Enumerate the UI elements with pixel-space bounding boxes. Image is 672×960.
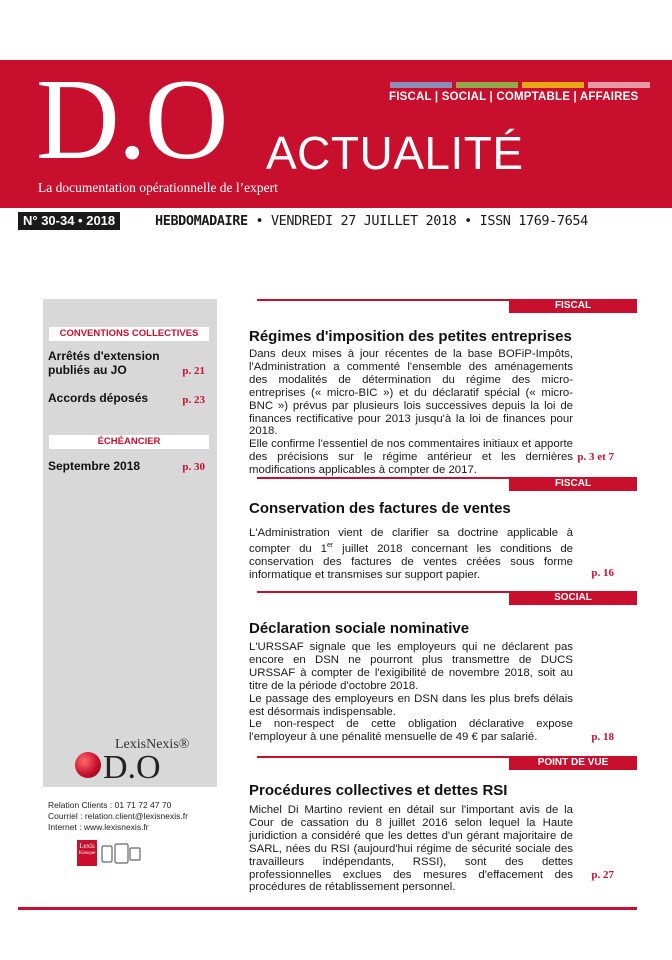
category-bar-comptable <box>522 82 584 88</box>
logo-do: D.O <box>36 56 227 184</box>
category-bar-fiscal <box>390 82 452 88</box>
lexisnexis-logo <box>73 737 213 787</box>
contact-website[interactable]: Internet : www.lexisnexis.fr <box>48 822 149 832</box>
logo-actualite: ACTUALITÉ <box>266 127 524 179</box>
sidebar-heading-conventions: CONVENTIONS COLLECTIVES <box>49 327 209 341</box>
article-3-paragraph-3: Le non-respect de cette obligation déclarative expose l'employeur à une pénalité mensuelle de 49 € par salarié. <box>249 718 573 744</box>
article-3-section-tag: SOCIAL <box>509 591 637 605</box>
article-4-section-tag: POINT DE VUE <box>509 756 637 770</box>
issue-issn: ISSN 1769-7654 <box>479 213 588 229</box>
article-1-paragraph-2: Elle confirme l'essentiel de nos commentaires initiaux et apporte des précisions sur le régime antérieur et les dernières modifications applicables à compter de 2017. <box>249 438 573 477</box>
article-1-body <box>249 348 573 477</box>
sidebar-page-arretes[interactable]: p. 21 <box>182 365 205 377</box>
category-bar-affaires <box>588 82 650 88</box>
lexisnexis-sphere-icon <box>75 752 101 778</box>
article-2-body <box>249 527 573 581</box>
article-3-page-ref[interactable]: p. 18 <box>591 731 614 743</box>
masthead-banner <box>0 56 672 208</box>
article-1-section-tag: FISCAL <box>509 299 637 313</box>
article-4-title[interactable]: Procédures collectives et dettes RSI <box>249 782 508 799</box>
issue-number: N° 30-34 • 2018 <box>18 212 120 230</box>
article-2-text-1: L'Administration vient de clarifier sa doctrine applicable à compter du 1 <box>249 527 573 555</box>
sidebar-item-septembre[interactable]: Septembre 2018 <box>48 459 141 473</box>
article-2-page-ref[interactable]: p. 16 <box>591 567 614 579</box>
article-4-body <box>249 804 573 894</box>
sidebar-heading-echeancier: ÉCHÉANCIER <box>49 435 209 449</box>
devices-icon <box>101 842 141 866</box>
sidebar-item-accords[interactable]: Accords déposés <box>48 391 149 405</box>
contact-phone: Relation Clients : 01 71 72 47 70 <box>48 800 172 810</box>
category-bar-social <box>456 82 518 88</box>
sidebar-page-septembre[interactable]: p. 30 <box>182 461 205 473</box>
article-4-page-ref[interactable]: p. 27 <box>591 869 614 881</box>
lexis-kiosque-icon: Lexis Kiosque <box>77 840 97 866</box>
sidebar-summary <box>43 299 217 787</box>
issue-date: VENDREDI 27 JUILLET 2018 <box>270 213 457 229</box>
article-1-page-ref[interactable]: p. 3 et 7 <box>577 451 614 463</box>
article-2-text-2: juillet 2018 concernant les conditions de conservation des factures de ventes créées sous forme informatique et transmises sur support papier. <box>249 542 573 581</box>
issue-info: HEBDOMADAIRE • VENDREDI 27 JUILLET 2018 • ISSN 1769-7654 <box>155 213 588 229</box>
contact-email[interactable]: Courriel : relation.client@lexisnexis.fr <box>48 811 188 821</box>
article-3-body <box>249 641 573 744</box>
article-3-paragraph-1: L'URSSAF signale que les employeurs qui ne déclarent pas encore en DSN ne pourront plus transmettre de DUCS URSSAF à compter de l'exigibilité de novembre 2018, soit au titre de la période d'octobre 2018. <box>249 641 573 692</box>
tagline: La documentation opérationnelle de l’expert <box>38 180 278 195</box>
article-3-paragraph-2: Le passage des employeurs en DSN dans les plus brefs délais est désormais indispensable. <box>249 692 573 718</box>
article-4-paragraph-1: Michel Di Martino revient en détail sur l'important avis de la Cour de cassation du 8 juillet 2016 selon lequel la Haute juridiction a considéré que les dettes d'un gérant majoritaire de SARL, nées du RSI (aujourd'hui régime de sécurité sociale des travailleurs indépendants, RSSI), sont des dettes professionnelles exclues des mesures d'effacement des procédures de rétablissement personnel. <box>249 804 573 894</box>
sidebar-item-arretes[interactable]: Arrêtés d'extension publiés au JO <box>48 349 160 377</box>
lexisnexis-do-wordmark: D.O <box>103 749 161 786</box>
article-2-title[interactable]: Conservation des factures de ventes <box>249 500 511 517</box>
category-links: FISCAL | SOCIAL | COMPTABLE | AFFAIRES <box>389 91 639 103</box>
issue-frequency: HEBDOMADAIRE <box>155 213 248 229</box>
article-1-paragraph-1: Dans deux mises à jour récentes de la base BOFiP-Impôts, l'Administration a commenté l'ensemble des aménagements des modalités de détermination du régime des micro-entreprises (« micro-BIC ») et du déclaratif spécial (« micro-BNC ») prévus par plusieurs lois successives depuis la loi de finances rectificative pour 2013 jusqu'à la loi de finances pour 2018. <box>249 348 573 438</box>
sidebar-page-accords[interactable]: p. 23 <box>182 394 205 406</box>
footer-rule <box>18 907 637 910</box>
category-color-bars <box>390 82 650 88</box>
lexisnexis-wordmark: LexisNexis® <box>115 737 190 752</box>
article-3-title[interactable]: Déclaration sociale nominative <box>249 620 470 637</box>
article-2-text-sup: er <box>327 541 334 549</box>
article-2-section-tag: FISCAL <box>509 477 637 491</box>
article-1-title[interactable]: Régimes d'imposition des petites entreprises <box>249 328 572 345</box>
